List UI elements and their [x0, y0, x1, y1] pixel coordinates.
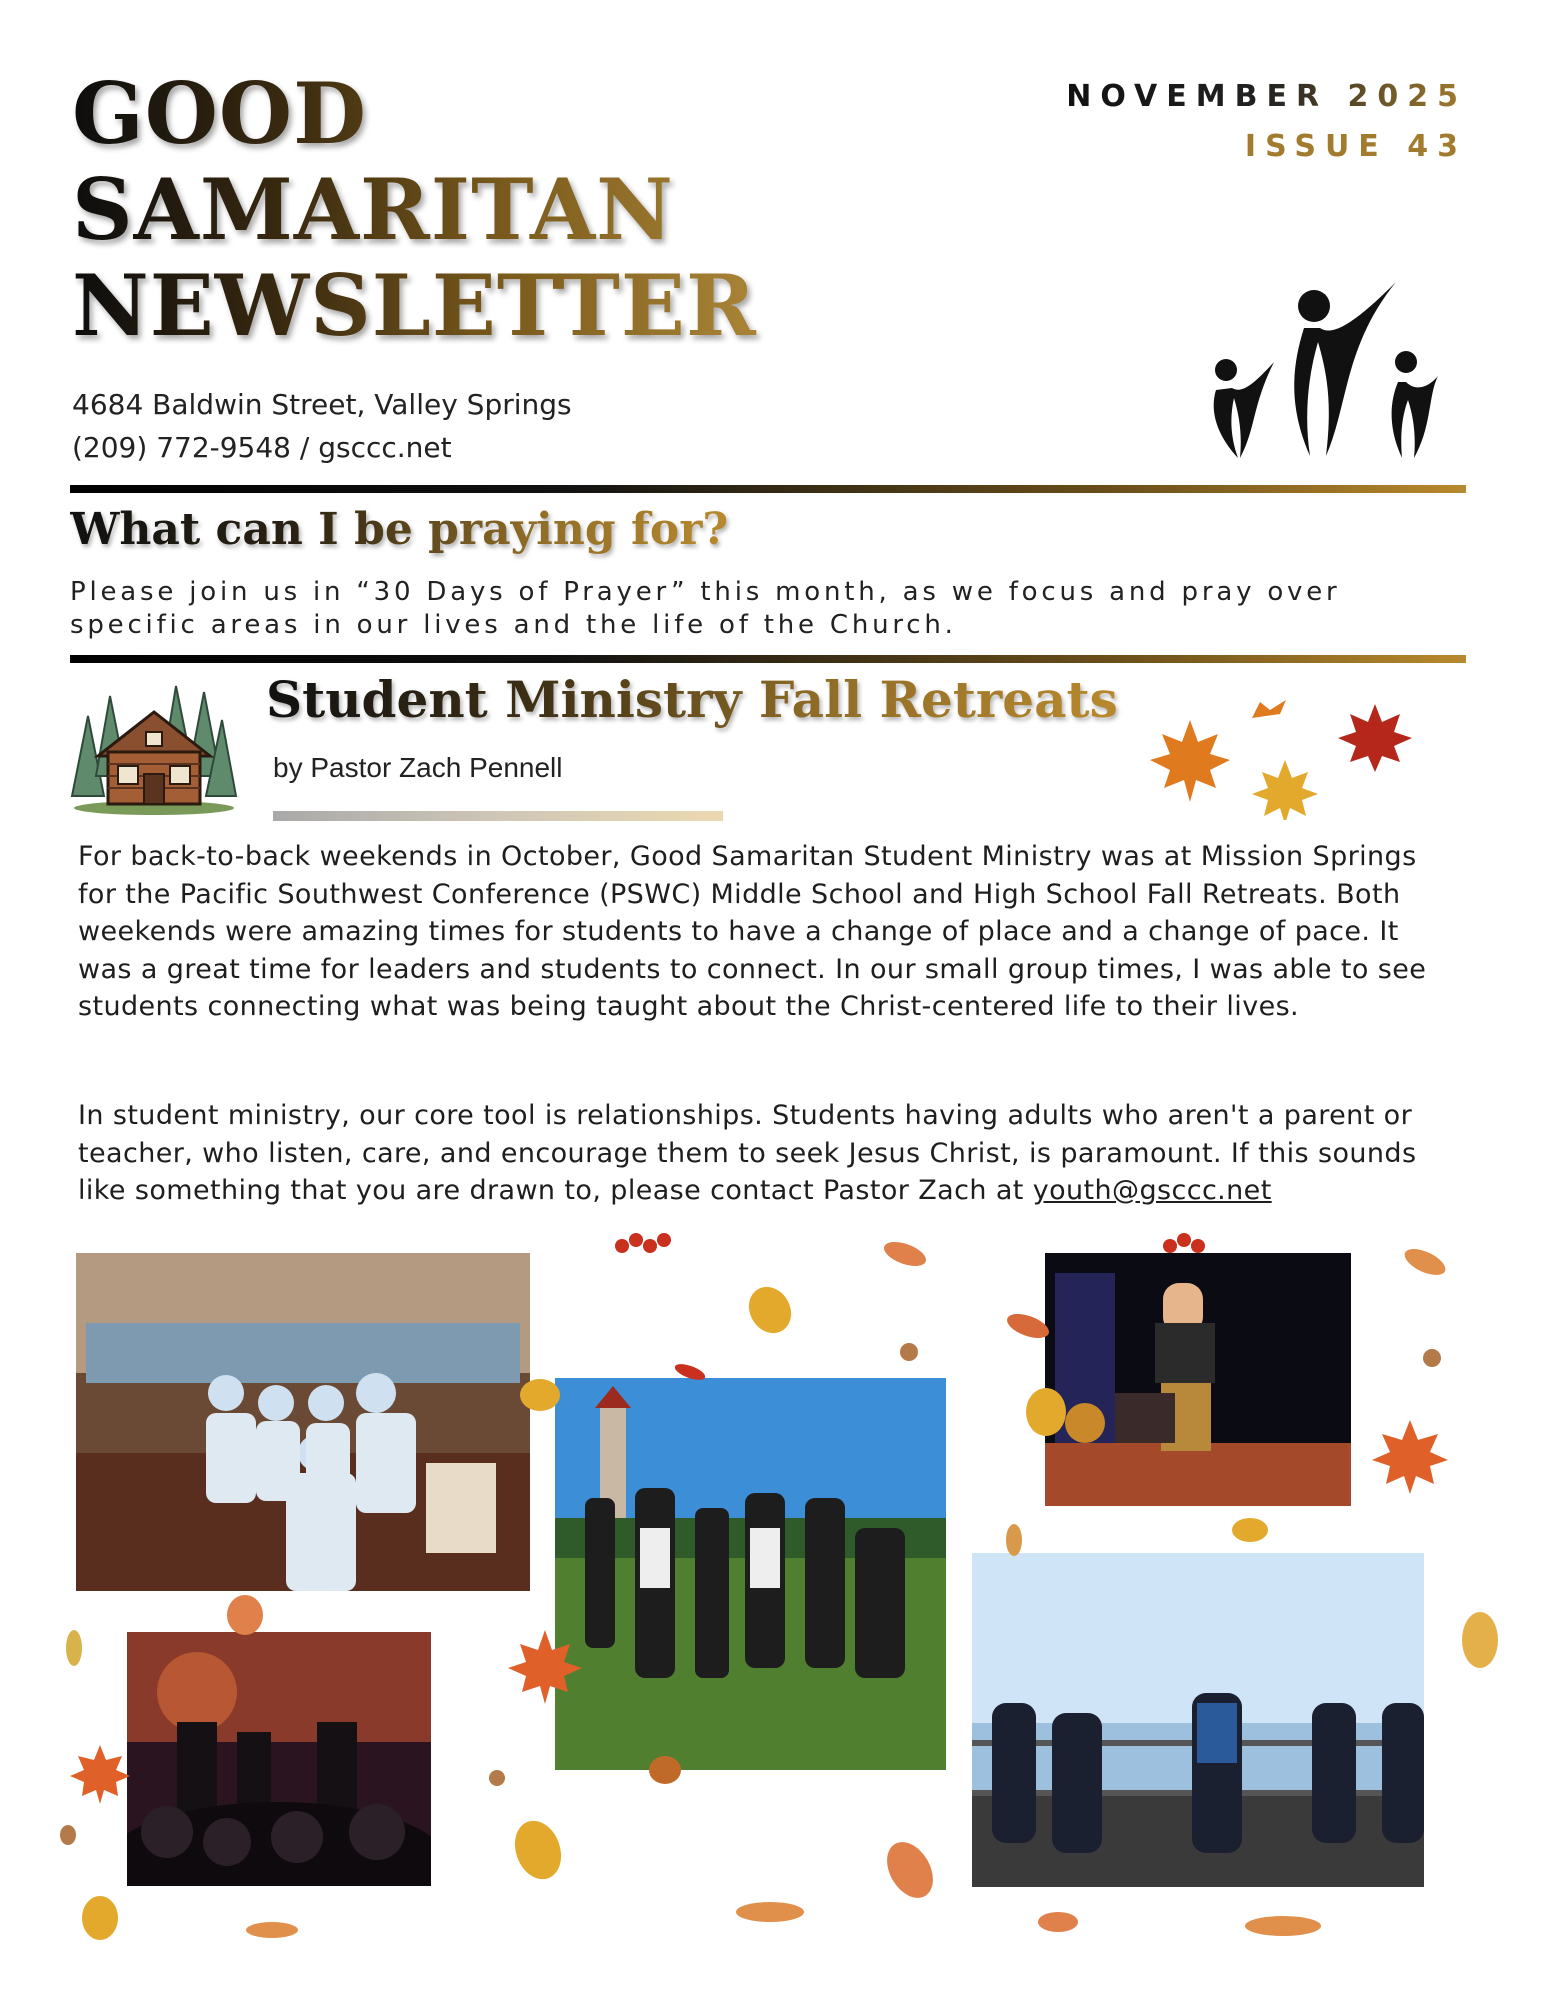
byline-underline	[273, 811, 723, 821]
scattered-leaves	[0, 1230, 1545, 2000]
article-title: Student Ministry Fall Retreats	[266, 670, 1118, 729]
newsletter-title	[72, 66, 792, 354]
divider-middle	[70, 655, 1466, 663]
cabin-illustration	[70, 676, 238, 816]
paragraph-2-text: In student ministry, our core tool is relationships. Students having adults who aren't a parent or teacher, who listen, care, and encourage them to seek Jesus Christ, is paramount. If this sounds like something that you are drawn to, please contact Pastor Zach at	[78, 1100, 1417, 1206]
article-byline: by Pastor Zach Pennell	[273, 752, 563, 783]
issue-number: ISSUE 43	[1244, 129, 1467, 164]
church-logo	[1192, 266, 1452, 466]
issue-info	[1066, 72, 1467, 172]
title-line-2: SAMARITAN	[72, 160, 674, 259]
autumn-leaves-cluster	[1130, 690, 1470, 820]
phone-website: (209) 772-9548 / gsccc.net	[72, 431, 452, 464]
divider-top	[70, 485, 1466, 493]
address: 4684 Baldwin Street, Valley Springs	[72, 388, 572, 421]
title-line-1: GOOD	[72, 64, 367, 163]
contact-block	[72, 383, 572, 469]
prayer-text: Please join us in “30 Days of Prayer” this month, as we focus and pray over specific areas in our lives and the life of the Church.	[70, 577, 1341, 640]
prayer-heading: What can I be praying for?	[70, 504, 729, 555]
title-line-3: NEWSLETTER	[72, 256, 757, 355]
article-paragraph-1: For back-to-back weekends in October, Good Samaritan Student Ministry was at Mission Springs for the Pacific Southwest Conference (PSWC) Middle School and High School Fall Retreats. Both weekends were amazing times for students to have a change of place and a change of pace. It was a great time for leaders and students to connect. In our small group times, I was able to see students connecting what was being taught about the Christ-centered life to their lives.	[78, 841, 1427, 1022]
article-paragraph-2	[78, 1097, 1458, 1210]
email-link[interactable]: youth@gsccc.net	[1032, 1175, 1272, 1206]
maple-leaf-icon	[1150, 720, 1230, 802]
issue-month: NOVEMBER 2025	[1066, 72, 1467, 122]
